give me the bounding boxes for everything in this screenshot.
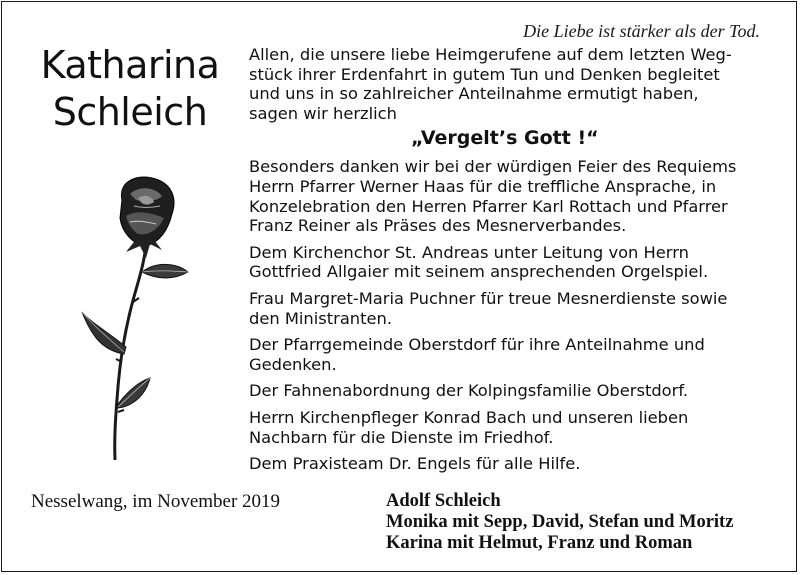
signer: Adolf Schleich — [386, 491, 501, 511]
paragraph-choir — [249, 243, 789, 282]
thanks-heading: „Vergelt’s Gott !“ — [411, 127, 599, 150]
paragraph-line: Nachbarn für die Dienste im Friedhof. — [249, 427, 554, 447]
deceased-name — [32, 42, 228, 136]
paragraph-line: Franz Reiner als Präses des Mesnerverbandes. — [249, 216, 627, 236]
paragraph-line: Herrn Kirchenpfleger Konrad Bach und unseren lieben — [249, 407, 689, 427]
intro-line: und uns in so zahlreicher Anteilnahme ermutigt haben, — [249, 84, 699, 104]
paragraph-line: Dem Praxisteam Dr. Engels für alle Hilfe. — [249, 454, 581, 474]
intro-line: stück ihrer Erdenfahrt in gutem Tun und Denken begleitet — [249, 64, 720, 84]
paragraph-church-warden — [249, 408, 789, 447]
paragraph-line: Der Fahnenabordnung der Kolpingsfamilie Oberstdorf. — [249, 381, 689, 401]
deceased-last-name: Schleich — [52, 90, 208, 134]
signer: Monika mit Sepp, David, Stefan und Moritz — [386, 512, 734, 532]
signers — [386, 491, 733, 554]
place-date: Nesselwang, im November 2019 — [31, 491, 281, 512]
paragraph-practice-team — [249, 454, 789, 474]
paragraph-sexton — [249, 289, 789, 328]
motto: Die Liebe ist stärker als der Tod. — [523, 21, 760, 41]
paragraph-flag-delegation — [249, 381, 789, 401]
paragraph-line: Konzelebration den Herren Pfarrer Karl Rottach und Pfarrer — [249, 196, 728, 216]
paragraph-line: Herrn Pfarrer Werner Haas für die treffliche Ansprache, in — [249, 176, 717, 196]
intro-line: Allen, die unsere liebe Heimgerufene auf dem letzten Weg- — [249, 45, 732, 64]
paragraph-parish — [249, 335, 789, 374]
paragraph-line: den Ministranten. — [249, 308, 393, 328]
intro-line: sagen wir herzlich — [249, 103, 397, 123]
obituary-notice — [1, 1, 797, 572]
paragraph-line: Gottfried Allgaier mit seinem ansprechenden Orgelspiel. — [249, 262, 709, 282]
intro-paragraph — [249, 45, 789, 123]
thanks-text — [249, 45, 789, 474]
deceased-first-name: Katharina — [40, 43, 220, 87]
paragraph-line: Gedenken. — [249, 354, 337, 374]
signer: Karina mit Helmut, Franz und Roman — [386, 533, 693, 553]
paragraph-line: Frau Margret-Maria Puchner für treue Mesnerdienste sowie — [249, 288, 728, 308]
paragraph-requiem — [249, 157, 789, 235]
paragraph-line: Dem Kirchenchor St. Andreas unter Leitung von Herrn — [249, 242, 689, 262]
rose-illustration — [78, 172, 198, 472]
paragraph-line: Der Pfarrgemeinde Oberstdorf für ihre Anteilnahme und — [249, 335, 705, 355]
paragraph-line: Besonders danken wir bei der würdigen Feier des Requiems — [249, 157, 737, 177]
